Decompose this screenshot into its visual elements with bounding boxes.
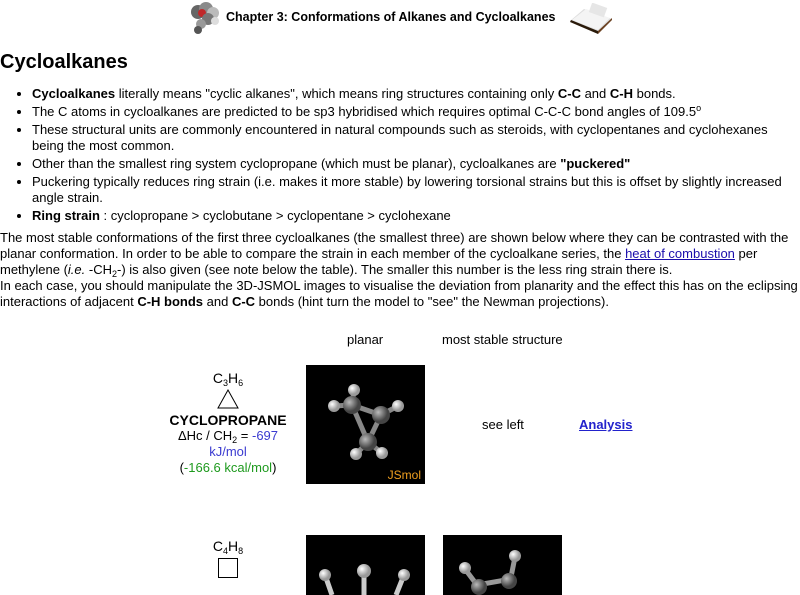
equals: = (237, 428, 252, 443)
para-text: and (203, 294, 232, 309)
page-title: Cycloalkanes (0, 51, 128, 73)
heat-of-combustion-value (153, 428, 303, 444)
molecule-name: CYCLOPROPANE (169, 412, 287, 428)
degree-superscript: o (696, 103, 702, 113)
formula-part: C (212, 370, 223, 386)
bullet-text: These structural units are commonly encountered in natural compounds such as steroids, with cyclopentanes and cyclohexanes being the most common. (32, 122, 768, 153)
cyclobutane-planar-3d-model (306, 535, 425, 595)
subscript: 2 (111, 269, 117, 279)
para-text: -) is also given (see note below the table). The smaller this number is the less ring strain there is. (117, 262, 673, 277)
term-ring-strain: Ring strain (32, 208, 100, 223)
unit-kj: kJ/mol (209, 444, 247, 459)
chapter-title: Chapter 3: Conformations of Alkanes and Cycloalkanes (226, 10, 556, 24)
analysis-link[interactable]: Analysis (579, 417, 633, 432)
triangle-icon (217, 389, 239, 409)
formula-part: C (212, 538, 223, 554)
paren: ) (272, 460, 277, 475)
cyclopropane-3d-model (306, 365, 425, 484)
formula-part: H (228, 538, 239, 554)
term-cycloalkanes: Cycloalkanes (32, 86, 116, 101)
bullet-text: literally means "cyclic alkanes", which means ring structures containing only (115, 86, 558, 101)
para-text: The most stable conformations of the first three cycloalkanes (the smallest three) are shown below where they can be contrasted with the planar conformation. In order to be able to compare the strain in each member of the cycloalkane series, the (0, 230, 789, 261)
para-text: -CH (85, 262, 112, 277)
ie-italic: i.e. (67, 262, 86, 277)
jsmol-viewer-cyclobutane-stable[interactable] (443, 535, 562, 595)
term-ch-bonds: C-H bonds (137, 294, 204, 309)
bullet-text: The C atoms in cycloalkanes are predicted to be sp3 hybridised which requires optimal C-C-C bond angles of 109.5 (32, 104, 697, 119)
paren: ( (179, 460, 184, 475)
bullet-text: and (580, 86, 610, 101)
cyclobutane-puckered-3d-model (443, 535, 562, 595)
term-puckered: "puckered" (560, 156, 631, 171)
see-left-text: see left (482, 417, 524, 432)
kcal-number: -166.6 kcal/mol (183, 460, 273, 475)
para-text: bonds (hint turn the model to "see" the Newman projections). (255, 294, 609, 309)
term-cc: C-C (557, 86, 581, 101)
formula-subscript: 6 (238, 378, 244, 388)
para-text: In each case, you should manipulate the 3D-JSMOL images to visualise the deviation from planarity and the effect this has on the eclipsing interactions of adjacent (0, 278, 798, 309)
open-book-icon (568, 3, 614, 35)
square-icon (218, 558, 238, 578)
kcal-value (153, 460, 303, 476)
chapter-header (0, 0, 800, 38)
formula-subscript: 8 (238, 546, 244, 556)
jsmol-viewer-cyclobutane-planar[interactable] (306, 535, 425, 595)
cyclopropane-info (153, 370, 303, 476)
column-header-planar: planar (347, 332, 384, 347)
jsmol-label: JSmol (387, 468, 421, 482)
instructions-paragraph (0, 278, 800, 310)
dh-value: -697 (252, 428, 279, 443)
list-item (32, 104, 800, 120)
list-item (32, 122, 800, 154)
bullet-text: : cyclopropane > cyclobutane > cyclopentane > cyclohexane (99, 208, 451, 223)
cycloalkane-facts-list (0, 86, 800, 226)
list-item (32, 174, 800, 206)
column-header-most-stable: most stable structure (442, 332, 563, 347)
subscript: 2 (232, 435, 238, 445)
para-text: per methylene ( (0, 246, 758, 277)
term-cc: C-C (231, 294, 256, 309)
cyclobutane-info (153, 538, 303, 578)
dh-label: ΔHc / CH (177, 428, 233, 443)
heat-of-combustion-link[interactable]: heat of combustion (625, 246, 735, 261)
bullet-text: bonds. (633, 86, 676, 101)
bullet-text: Puckering typically reduces ring strain (i.e. makes it more stable) by lowering torsional strains but this is offset by slightly increased angle strain. (32, 174, 782, 205)
list-item (32, 208, 800, 224)
molecule-model-icon (186, 1, 224, 35)
molecular-formula (153, 538, 303, 554)
term-ch: C-H (609, 86, 633, 101)
intro-paragraph (0, 230, 800, 278)
jsmol-viewer-cyclopropane-planar[interactable] (306, 365, 425, 484)
bullet-text: Other than the smallest ring system cyclopropane (which must be planar), cycloalkanes are (32, 156, 561, 171)
formula-subscript: 4 (222, 546, 228, 556)
list-item (32, 156, 800, 172)
formula-subscript: 3 (222, 378, 228, 388)
molecular-formula (153, 370, 303, 386)
list-item (32, 86, 800, 102)
formula-part: H (228, 370, 239, 386)
